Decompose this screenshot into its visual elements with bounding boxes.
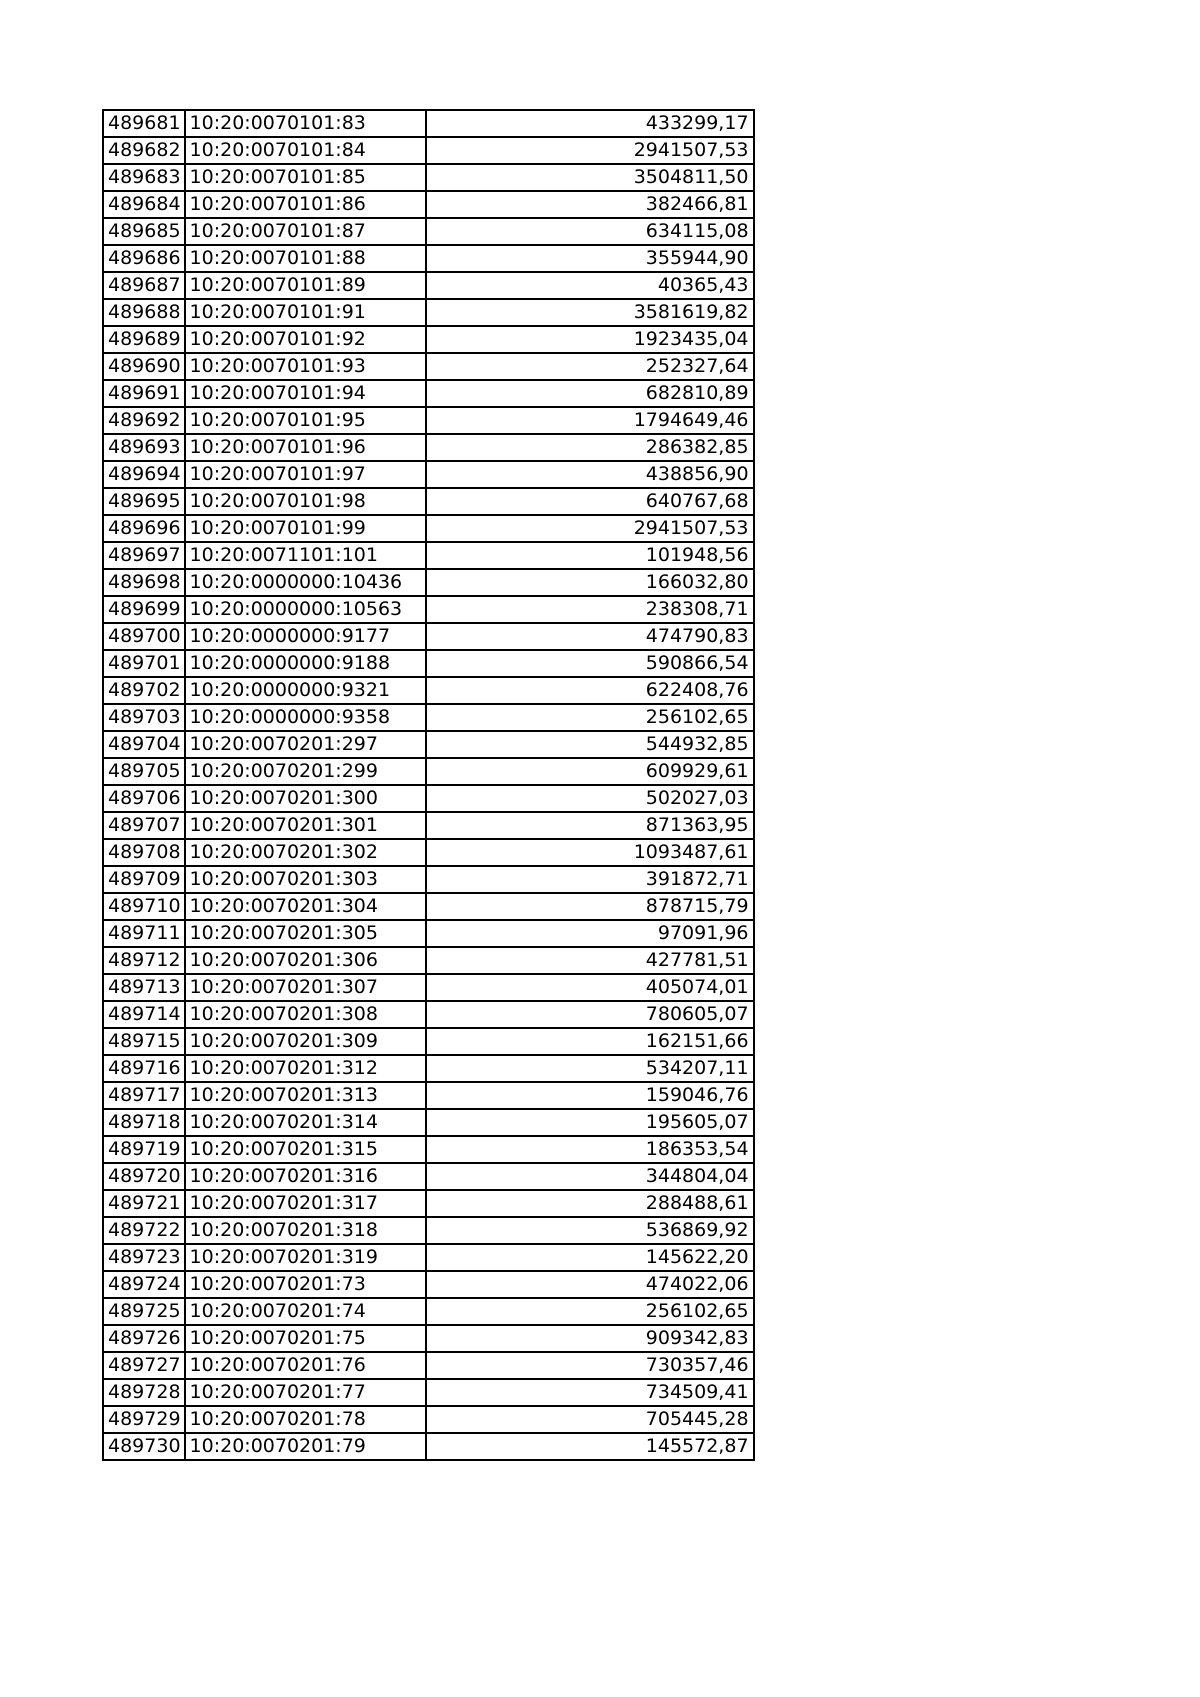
cadastral-number-cell: 10:20:0070201:301 [185,812,426,839]
cadastral-number-cell: 10:20:0070101:95 [185,407,426,434]
value-cell: 734509,41 [426,1379,754,1406]
table-row [103,1109,754,1136]
value-cell: 97091,96 [426,920,754,947]
table-row [103,1406,754,1433]
row-id-cell: 489690 [103,353,185,380]
cadastral-number-cell: 10:20:0070101:98 [185,488,426,515]
row-id-cell: 489709 [103,866,185,893]
table-row [103,893,754,920]
table-row [103,947,754,974]
cadastral-number-cell: 10:20:0070201:73 [185,1271,426,1298]
value-cell: 878715,79 [426,893,754,920]
cadastral-number-cell: 10:20:0070201:77 [185,1379,426,1406]
value-cell: 186353,54 [426,1136,754,1163]
cadastral-number-cell: 10:20:0070101:91 [185,299,426,326]
cadastral-number-cell: 10:20:0070201:307 [185,974,426,1001]
value-cell: 438856,90 [426,461,754,488]
value-cell: 288488,61 [426,1190,754,1217]
row-id-cell: 489681 [103,110,185,137]
table-row [103,542,754,569]
cadastral-number-cell: 10:20:0070201:78 [185,1406,426,1433]
table-row [103,704,754,731]
row-id-cell: 489706 [103,785,185,812]
row-id-cell: 489716 [103,1055,185,1082]
cadastral-number-cell: 10:20:0070101:89 [185,272,426,299]
row-id-cell: 489683 [103,164,185,191]
cadastral-number-cell: 10:20:0070101:86 [185,191,426,218]
value-cell: 609929,61 [426,758,754,785]
row-id-cell: 489705 [103,758,185,785]
cadastral-number-cell: 10:20:0070101:87 [185,218,426,245]
row-id-cell: 489700 [103,623,185,650]
cadastral-number-cell: 10:20:0070201:302 [185,839,426,866]
value-cell: 3581619,82 [426,299,754,326]
value-cell: 682810,89 [426,380,754,407]
table-row [103,1217,754,1244]
cadastral-number-cell: 10:20:0070201:318 [185,1217,426,1244]
row-id-cell: 489696 [103,515,185,542]
value-cell: 502027,03 [426,785,754,812]
value-cell: 166032,80 [426,569,754,596]
row-id-cell: 489717 [103,1082,185,1109]
table-row [103,1082,754,1109]
cadastral-number-cell: 10:20:0070201:304 [185,893,426,920]
value-cell: 145622,20 [426,1244,754,1271]
value-cell: 474790,83 [426,623,754,650]
data-table [102,109,755,1461]
value-cell: 238308,71 [426,596,754,623]
value-cell: 1093487,61 [426,839,754,866]
row-id-cell: 489703 [103,704,185,731]
value-cell: 780605,07 [426,1001,754,1028]
row-id-cell: 489693 [103,434,185,461]
value-cell: 252327,64 [426,353,754,380]
value-cell: 101948,56 [426,542,754,569]
value-cell: 2941507,53 [426,515,754,542]
cadastral-number-cell: 10:20:0070201:308 [185,1001,426,1028]
row-id-cell: 489692 [103,407,185,434]
table-row [103,326,754,353]
value-cell: 286382,85 [426,434,754,461]
cadastral-number-cell: 10:20:0000000:9358 [185,704,426,731]
cadastral-number-cell: 10:20:0070201:75 [185,1325,426,1352]
row-id-cell: 489723 [103,1244,185,1271]
row-id-cell: 489721 [103,1190,185,1217]
value-cell: 536869,92 [426,1217,754,1244]
value-cell: 162151,66 [426,1028,754,1055]
cadastral-number-cell: 10:20:0071101:101 [185,542,426,569]
table-row [103,299,754,326]
table-row [103,1163,754,1190]
value-cell: 622408,76 [426,677,754,704]
value-cell: 382466,81 [426,191,754,218]
table-row [103,974,754,1001]
cadastral-number-cell: 10:20:0070101:97 [185,461,426,488]
cadastral-number-cell: 10:20:0070201:315 [185,1136,426,1163]
row-id-cell: 489699 [103,596,185,623]
row-id-cell: 489710 [103,893,185,920]
value-cell: 730357,46 [426,1352,754,1379]
cadastral-number-cell: 10:20:0070201:305 [185,920,426,947]
cadastral-number-cell: 10:20:0070101:88 [185,245,426,272]
cadastral-number-cell: 10:20:0000000:9177 [185,623,426,650]
table-row [103,1055,754,1082]
table-row [103,569,754,596]
row-id-cell: 489698 [103,569,185,596]
cadastral-number-cell: 10:20:0070201:312 [185,1055,426,1082]
table-row [103,1325,754,1352]
table-row [103,1298,754,1325]
table-row [103,110,754,137]
value-cell: 391872,71 [426,866,754,893]
table-row [103,434,754,461]
table-row [103,137,754,164]
cadastral-number-cell: 10:20:0070201:316 [185,1163,426,1190]
table-row [103,1190,754,1217]
row-id-cell: 489684 [103,191,185,218]
row-id-cell: 489707 [103,812,185,839]
value-cell: 355944,90 [426,245,754,272]
table-row [103,677,754,704]
table-row [103,1244,754,1271]
value-cell: 634115,08 [426,218,754,245]
row-id-cell: 489689 [103,326,185,353]
row-id-cell: 489686 [103,245,185,272]
row-id-cell: 489725 [103,1298,185,1325]
value-cell: 474022,06 [426,1271,754,1298]
cadastral-number-cell: 10:20:0070201:74 [185,1298,426,1325]
value-cell: 1923435,04 [426,326,754,353]
cadastral-number-cell: 10:20:0070101:94 [185,380,426,407]
table-row [103,866,754,893]
row-id-cell: 489685 [103,218,185,245]
cadastral-number-cell: 10:20:0070201:299 [185,758,426,785]
row-id-cell: 489695 [103,488,185,515]
cadastral-number-cell: 10:20:0070101:96 [185,434,426,461]
row-id-cell: 489701 [103,650,185,677]
table-row [103,272,754,299]
row-id-cell: 489722 [103,1217,185,1244]
row-id-cell: 489682 [103,137,185,164]
value-cell: 2941507,53 [426,137,754,164]
cadastral-number-cell: 10:20:0000000:10436 [185,569,426,596]
row-id-cell: 489713 [103,974,185,1001]
value-cell: 3504811,50 [426,164,754,191]
cadastral-number-cell: 10:20:0070201:317 [185,1190,426,1217]
table-row [103,1028,754,1055]
value-cell: 433299,17 [426,110,754,137]
value-cell: 40365,43 [426,272,754,299]
table-row [103,1271,754,1298]
table-row [103,812,754,839]
value-cell: 590866,54 [426,650,754,677]
cadastral-number-cell: 10:20:0070201:319 [185,1244,426,1271]
table-row [103,218,754,245]
row-id-cell: 489697 [103,542,185,569]
cadastral-number-cell: 10:20:0070201:303 [185,866,426,893]
data-table-body [103,110,754,1460]
value-cell: 256102,65 [426,704,754,731]
row-id-cell: 489688 [103,299,185,326]
row-id-cell: 489718 [103,1109,185,1136]
value-cell: 534207,11 [426,1055,754,1082]
row-id-cell: 489730 [103,1433,185,1460]
value-cell: 1794649,46 [426,407,754,434]
cadastral-number-cell: 10:20:0070201:297 [185,731,426,758]
row-id-cell: 489694 [103,461,185,488]
row-id-cell: 489702 [103,677,185,704]
table-row [103,245,754,272]
table-row [103,650,754,677]
row-id-cell: 489720 [103,1163,185,1190]
cadastral-number-cell: 10:20:0070201:79 [185,1433,426,1460]
cadastral-number-cell: 10:20:0070201:306 [185,947,426,974]
value-cell: 344804,04 [426,1163,754,1190]
row-id-cell: 489704 [103,731,185,758]
row-id-cell: 489719 [103,1136,185,1163]
cadastral-number-cell: 10:20:0000000:9321 [185,677,426,704]
table-row [103,1352,754,1379]
table-row [103,623,754,650]
table-row [103,1001,754,1028]
cadastral-number-cell: 10:20:0070101:83 [185,110,426,137]
value-cell: 145572,87 [426,1433,754,1460]
cadastral-number-cell: 10:20:0070101:85 [185,164,426,191]
table-row [103,407,754,434]
value-cell: 256102,65 [426,1298,754,1325]
table-row [103,461,754,488]
value-cell: 405074,01 [426,974,754,1001]
table-row [103,164,754,191]
table-row [103,1136,754,1163]
table-row [103,380,754,407]
row-id-cell: 489711 [103,920,185,947]
value-cell: 909342,83 [426,1325,754,1352]
row-id-cell: 489708 [103,839,185,866]
cadastral-number-cell: 10:20:0070201:313 [185,1082,426,1109]
table-row [103,839,754,866]
value-cell: 871363,95 [426,812,754,839]
cadastral-number-cell: 10:20:0000000:9188 [185,650,426,677]
cadastral-number-cell: 10:20:0070101:92 [185,326,426,353]
value-cell: 159046,76 [426,1082,754,1109]
table-row [103,191,754,218]
row-id-cell: 489691 [103,380,185,407]
row-id-cell: 489726 [103,1325,185,1352]
table-row [103,488,754,515]
table-row [103,785,754,812]
cadastral-number-cell: 10:20:0070201:300 [185,785,426,812]
table-row [103,1379,754,1406]
value-cell: 195605,07 [426,1109,754,1136]
table-row [103,515,754,542]
table-row [103,1433,754,1460]
value-cell: 640767,68 [426,488,754,515]
cadastral-number-cell: 10:20:0070101:99 [185,515,426,542]
row-id-cell: 489728 [103,1379,185,1406]
value-cell: 705445,28 [426,1406,754,1433]
cadastral-number-cell: 10:20:0070101:93 [185,353,426,380]
cadastral-number-cell: 10:20:0070201:309 [185,1028,426,1055]
value-cell: 544932,85 [426,731,754,758]
table-row [103,731,754,758]
row-id-cell: 489729 [103,1406,185,1433]
cadastral-number-cell: 10:20:0000000:10563 [185,596,426,623]
row-id-cell: 489715 [103,1028,185,1055]
cadastral-number-cell: 10:20:0070101:84 [185,137,426,164]
cadastral-number-cell: 10:20:0070201:314 [185,1109,426,1136]
cadastral-number-cell: 10:20:0070201:76 [185,1352,426,1379]
row-id-cell: 489714 [103,1001,185,1028]
table-row [103,353,754,380]
table-row [103,758,754,785]
table-row [103,596,754,623]
row-id-cell: 489712 [103,947,185,974]
row-id-cell: 489687 [103,272,185,299]
table-row [103,920,754,947]
row-id-cell: 489724 [103,1271,185,1298]
value-cell: 427781,51 [426,947,754,974]
row-id-cell: 489727 [103,1352,185,1379]
